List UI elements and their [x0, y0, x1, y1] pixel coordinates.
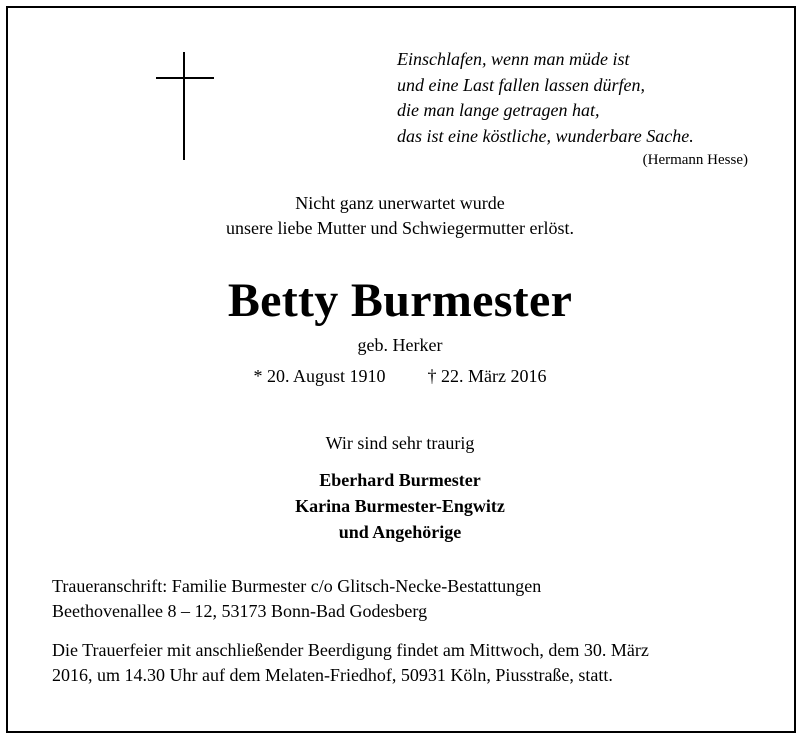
deceased-name: Betty Burmester — [227, 274, 573, 327]
mourning-address — [52, 574, 541, 624]
address-line: Beethovenallee 8 – 12, 53173 Bonn-Bad Godesberg — [52, 601, 428, 621]
service-line: Die Trauerfeier mit anschließender Beerdigung findet am Mittwoch, dem 30. März — [52, 640, 649, 660]
poem-line: die man lange getragen hat, — [397, 100, 600, 120]
mourner-name: Eberhard Burmester — [319, 470, 481, 490]
intro-text — [0, 191, 800, 241]
poem-quote — [397, 47, 694, 149]
intro-line: unsere liebe Mutter und Schwiegermutter erlöst. — [226, 218, 574, 238]
intro-line: Nicht ganz unerwartet wurde — [295, 193, 505, 213]
mourner-name: Karina Burmester-Engwitz — [295, 496, 505, 516]
poem-line: Einschlafen, wenn man müde ist — [397, 49, 630, 69]
death-date: † 22. März 2016 — [427, 366, 547, 386]
birth-date: * 20. August 1910 — [253, 366, 386, 386]
poem-line: das ist eine köstliche, wunderbare Sache. — [397, 125, 694, 146]
mourners-intro: Wir sind sehr traurig — [325, 433, 475, 453]
poem-line: und eine Last fallen lassen dürfen, — [397, 74, 645, 95]
poem-attribution: (Hermann Hesse) — [642, 152, 748, 168]
address-line: Traueranschrift: Familie Burmester c/o Glitsch-Necke-Bestattungen — [52, 576, 542, 596]
service-line: 2016, um 14.30 Uhr auf dem Melaten-Friedhof, 50931 Köln, Piusstraße, statt. — [52, 665, 613, 685]
maiden-name: geb. Herker — [357, 335, 443, 355]
cross-icon — [156, 52, 214, 160]
mourner-name: und Angehörige — [338, 522, 462, 542]
funeral-service-info — [52, 638, 649, 688]
life-dates — [0, 363, 800, 389]
mourners-list — [0, 467, 800, 545]
